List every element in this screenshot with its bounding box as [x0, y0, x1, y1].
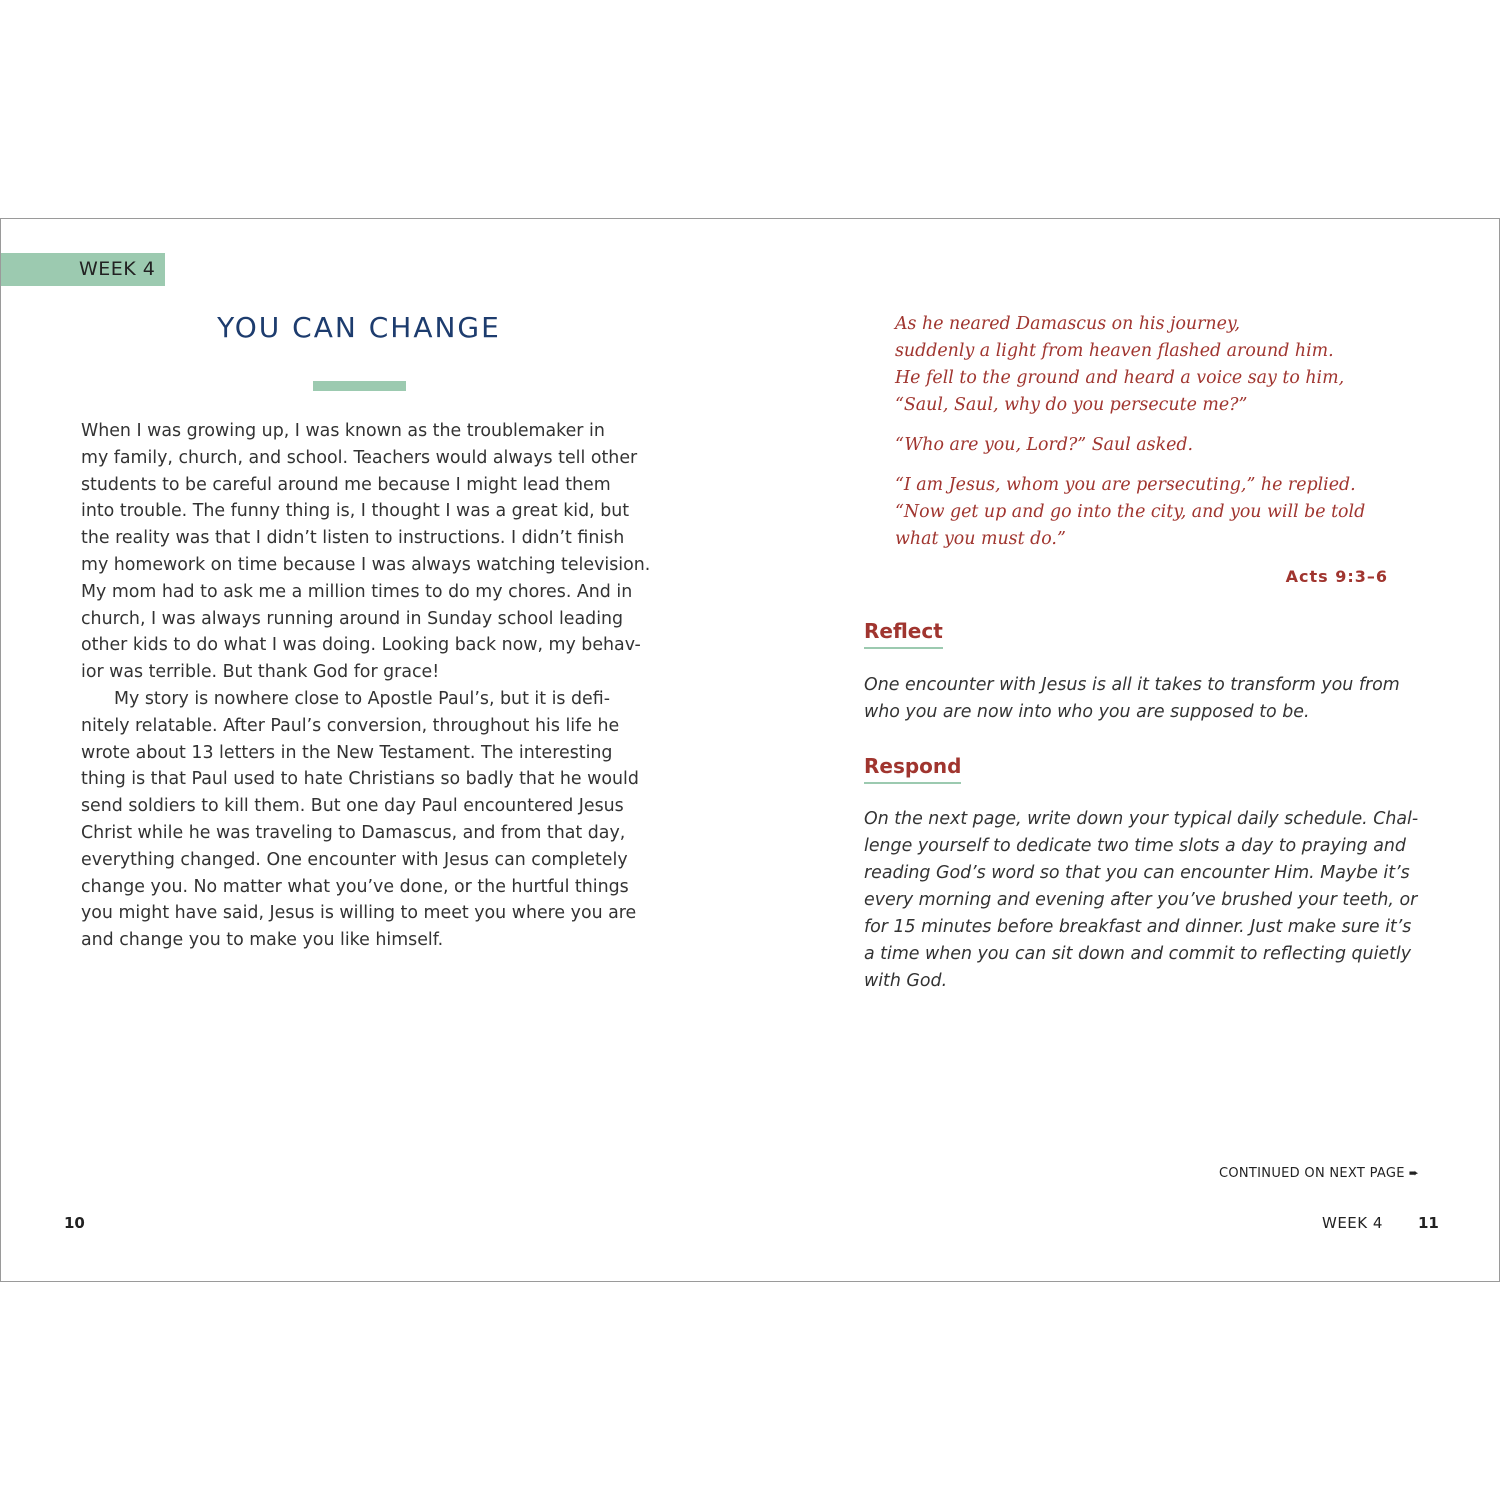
- respond-line: for 15 minutes before breakfast and dinner. Just make sure it’s: [864, 917, 1412, 937]
- scripture-line: He fell to the ground and heard a voice say to him,: [895, 368, 1345, 388]
- respond-heading: Respond: [864, 754, 961, 784]
- scripture-line: “Who are you, Lord?” Saul asked.: [895, 435, 1194, 455]
- body-line: everything changed. One encounter with Jesus can completely: [81, 849, 628, 870]
- body-line: you might have said, Jesus is willing to meet you where you are: [81, 903, 637, 924]
- body-line: When I was growing up, I was known as the troublemaker in: [81, 421, 605, 441]
- scripture-stanza: [895, 311, 1415, 419]
- body-line: students to be careful around me because I might lead them: [81, 474, 611, 495]
- body-line: my homework on time because I was always watching television.: [81, 554, 651, 575]
- scripture-line: “Saul, Saul, why do you persecute me?”: [895, 395, 1248, 415]
- body-line: other kids to do what I was doing. Looking back now, my behav-: [81, 635, 641, 656]
- body-line: ior was terrible. But thank God for grace!: [81, 662, 440, 683]
- body-line: Christ while he was traveling to Damascus, and from that day,: [81, 822, 626, 843]
- scripture-line: “I am Jesus, whom you are persecuting,” he replied.: [895, 475, 1356, 495]
- respond-line: a time when you can sit down and commit to reflecting quietly: [864, 944, 1412, 964]
- body-line: change you. No matter what you’ve done, or the hurtful things: [81, 876, 629, 897]
- respond-line: every morning and evening after you’ve brushed your teeth, or: [864, 890, 1418, 910]
- respond-line: with God.: [864, 971, 948, 991]
- body-text: [81, 418, 651, 954]
- body-line: My story is nowhere close to Apostle Paul’s, but it is defi-: [114, 688, 610, 709]
- scripture-line: “Now get up and go into the city, and you will be told: [895, 502, 1366, 522]
- respond-line: reading God’s word so that you can encounter Him. Maybe it’s: [864, 863, 1410, 883]
- title-divider: [313, 381, 406, 391]
- page-number-right: 11: [1418, 1214, 1439, 1232]
- arrow-right-icon: ➨: [1408, 1166, 1420, 1180]
- body-line: the reality was that I didn’t listen to instructions. I didn’t finish: [81, 528, 625, 549]
- page-title: YOU CAN CHANGE: [217, 311, 501, 344]
- scripture-line: what you must do.”: [895, 529, 1066, 549]
- scripture-line: suddenly a light from heaven flashed around him.: [895, 341, 1334, 361]
- body-line: my family, church, and school. Teachers would always tell other: [81, 447, 638, 468]
- week-tab: [1, 253, 165, 286]
- scripture-reference: Acts 9:3–6: [1285, 567, 1388, 586]
- body-line: church, I was always running around in Sunday school leading: [81, 608, 624, 629]
- body-line: wrote about 13 letters in the New Testament. The interesting: [81, 742, 613, 763]
- body-line: thing is that Paul used to hate Christians so badly that he would: [81, 769, 639, 790]
- body-line: nitely relatable. After Paul’s conversion, throughout his life he: [81, 715, 620, 736]
- body-line: into trouble. The funny thing is, I thought I was a great kid, but: [81, 501, 630, 522]
- respond-line: On the next page, write down your typical daily schedule. Chal-: [864, 809, 1419, 829]
- reflect-line: One encounter with Jesus is all it takes to transform you from: [864, 675, 1400, 695]
- book-spread: [0, 218, 1500, 1282]
- page-number-left: 10: [64, 1214, 85, 1232]
- continued-label: CONTINUED ON NEXT PAGE: [1219, 1166, 1405, 1181]
- footer-week-label: WEEK 4: [1322, 1214, 1383, 1232]
- body-line: send soldiers to kill them. But one day Paul encountered Jesus: [81, 796, 624, 817]
- scripture-line: As he neared Damascus on his journey,: [895, 314, 1240, 334]
- continued-note: [1219, 1166, 1419, 1181]
- week-tab-label: WEEK 4: [79, 258, 156, 280]
- scripture-stanza: [895, 472, 1415, 553]
- body-line: and change you to make you like himself.: [81, 930, 444, 951]
- reflect-heading: Reflect: [864, 619, 943, 649]
- respond-line: lenge yourself to dedicate two time slots a day to praying and: [864, 836, 1406, 856]
- scripture-stanza: [895, 432, 1415, 459]
- reflect-line: who you are now into who you are supposed to be.: [864, 702, 1310, 722]
- respond-text: [864, 806, 1424, 995]
- body-line: My mom had to ask me a million times to do my chores. And in: [81, 581, 633, 602]
- scripture-quote: [895, 311, 1415, 566]
- reflect-text: [864, 672, 1424, 726]
